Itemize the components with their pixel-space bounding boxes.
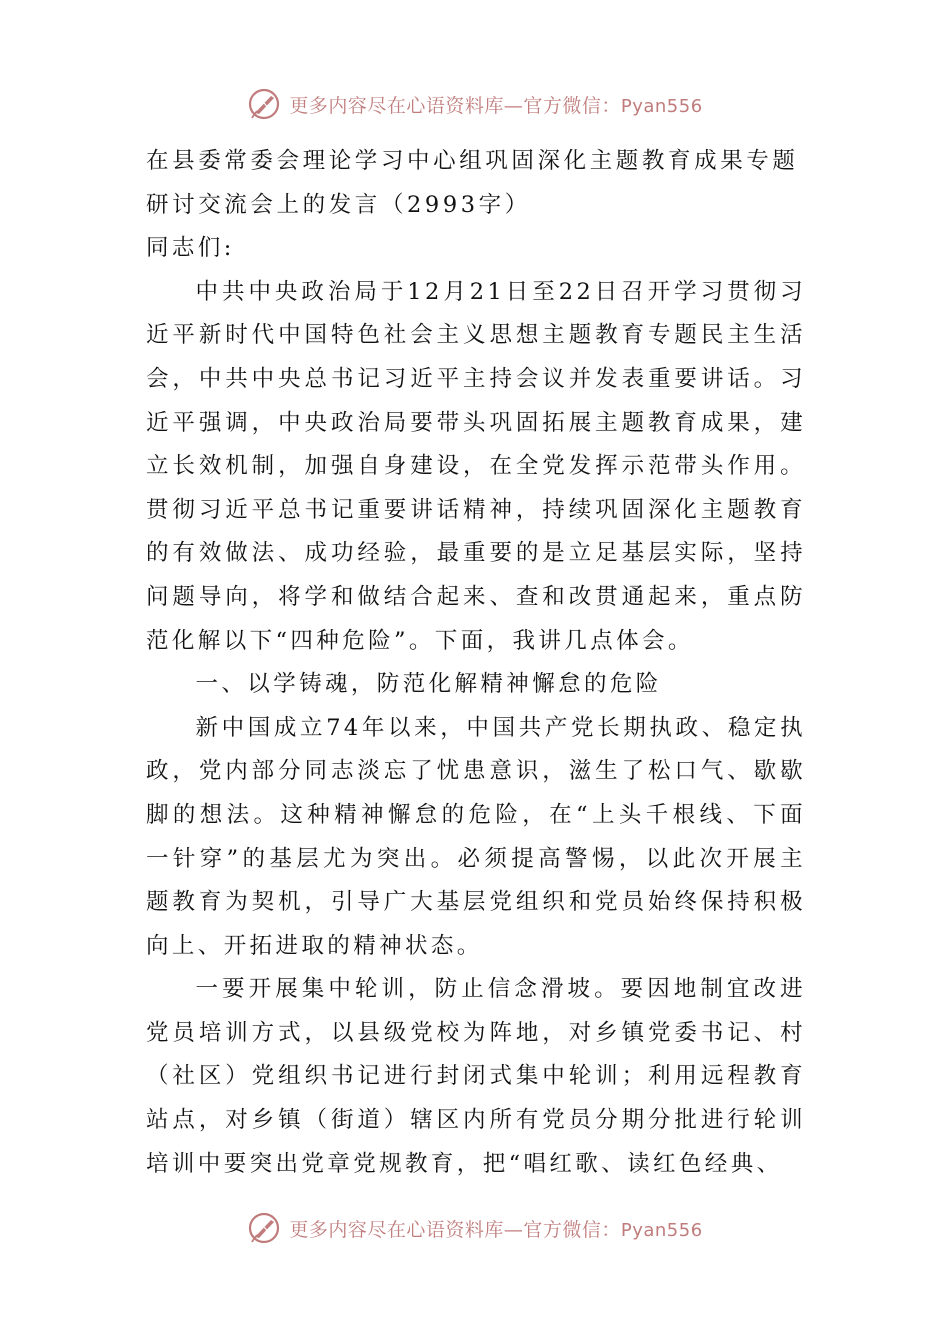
watermark-text: 更多内容尽在心语资料库—官方微信：Pyan556 [289,1218,703,1241]
quill-seal-icon [247,1211,281,1245]
document-title: 在县委常委会理论学习中心组巩固深化主题教育成果专题研讨交流会上的发言（2993字） [146,148,799,218]
section-heading: 一、以学铸魂，防范化解精神懈怠的危险 [195,671,662,698]
paragraph: 中共中央政治局于12月21日至22日召开学习贯彻习近平新时代中国特色社会主义思想主题教育专题民主生活会，中共中央总书记习近平主持会议并发表重要讲话。习近平强调，中央政治局要带头巩固拓展主题教育成果，建立长效机制，加强自身建设，在全党发挥示范带头作用。贯彻习近平总书记重要讲话精神，持续巩固深化主题教育的有效做法、成功经验，最重要的是立足基层实际，坚持问题导向，将学和做结合起来、查和改贯通起来，重点防范化解以下“四种危险”。下面，我讲几点体会。 [146,278,806,654]
salutation: 同志们: [146,235,235,262]
watermark-text: 更多内容尽在心语资料库—官方微信：Pyan556 [289,94,703,117]
paragraph: 新中国成立74年以来，中国共产党长期执政、稳定执政，党内部分同志淡忘了忧患意识，滋生了松口气、歇歇脚的想法。这种精神懈怠的危险，在“上头千根线、下面一针穿”的基层尤为突出。必须提高警惕，以此次开展主题教育为契机，引导广大基层党组织和党员始终保持积极向上、开拓进取的精神状态。 [146,714,806,959]
watermark-footer [0,1208,950,1248]
document-body [146,140,806,1186]
paragraph: 一要开展集中轮训，防止信念滑坡。要因地制宜改进党员培训方式，以县级党校为阵地，对乡镇党委书记、村（社区）党组织书记进行封闭式集中轮训；利用远程教育站点，对乡镇（街道）辖区内所有党员分期分批进行轮训培训中要突出党章党规教育，把“唱红歌、读红色经典、 [146,976,806,1177]
watermark-header [0,84,950,124]
quill-seal-icon [247,87,281,121]
